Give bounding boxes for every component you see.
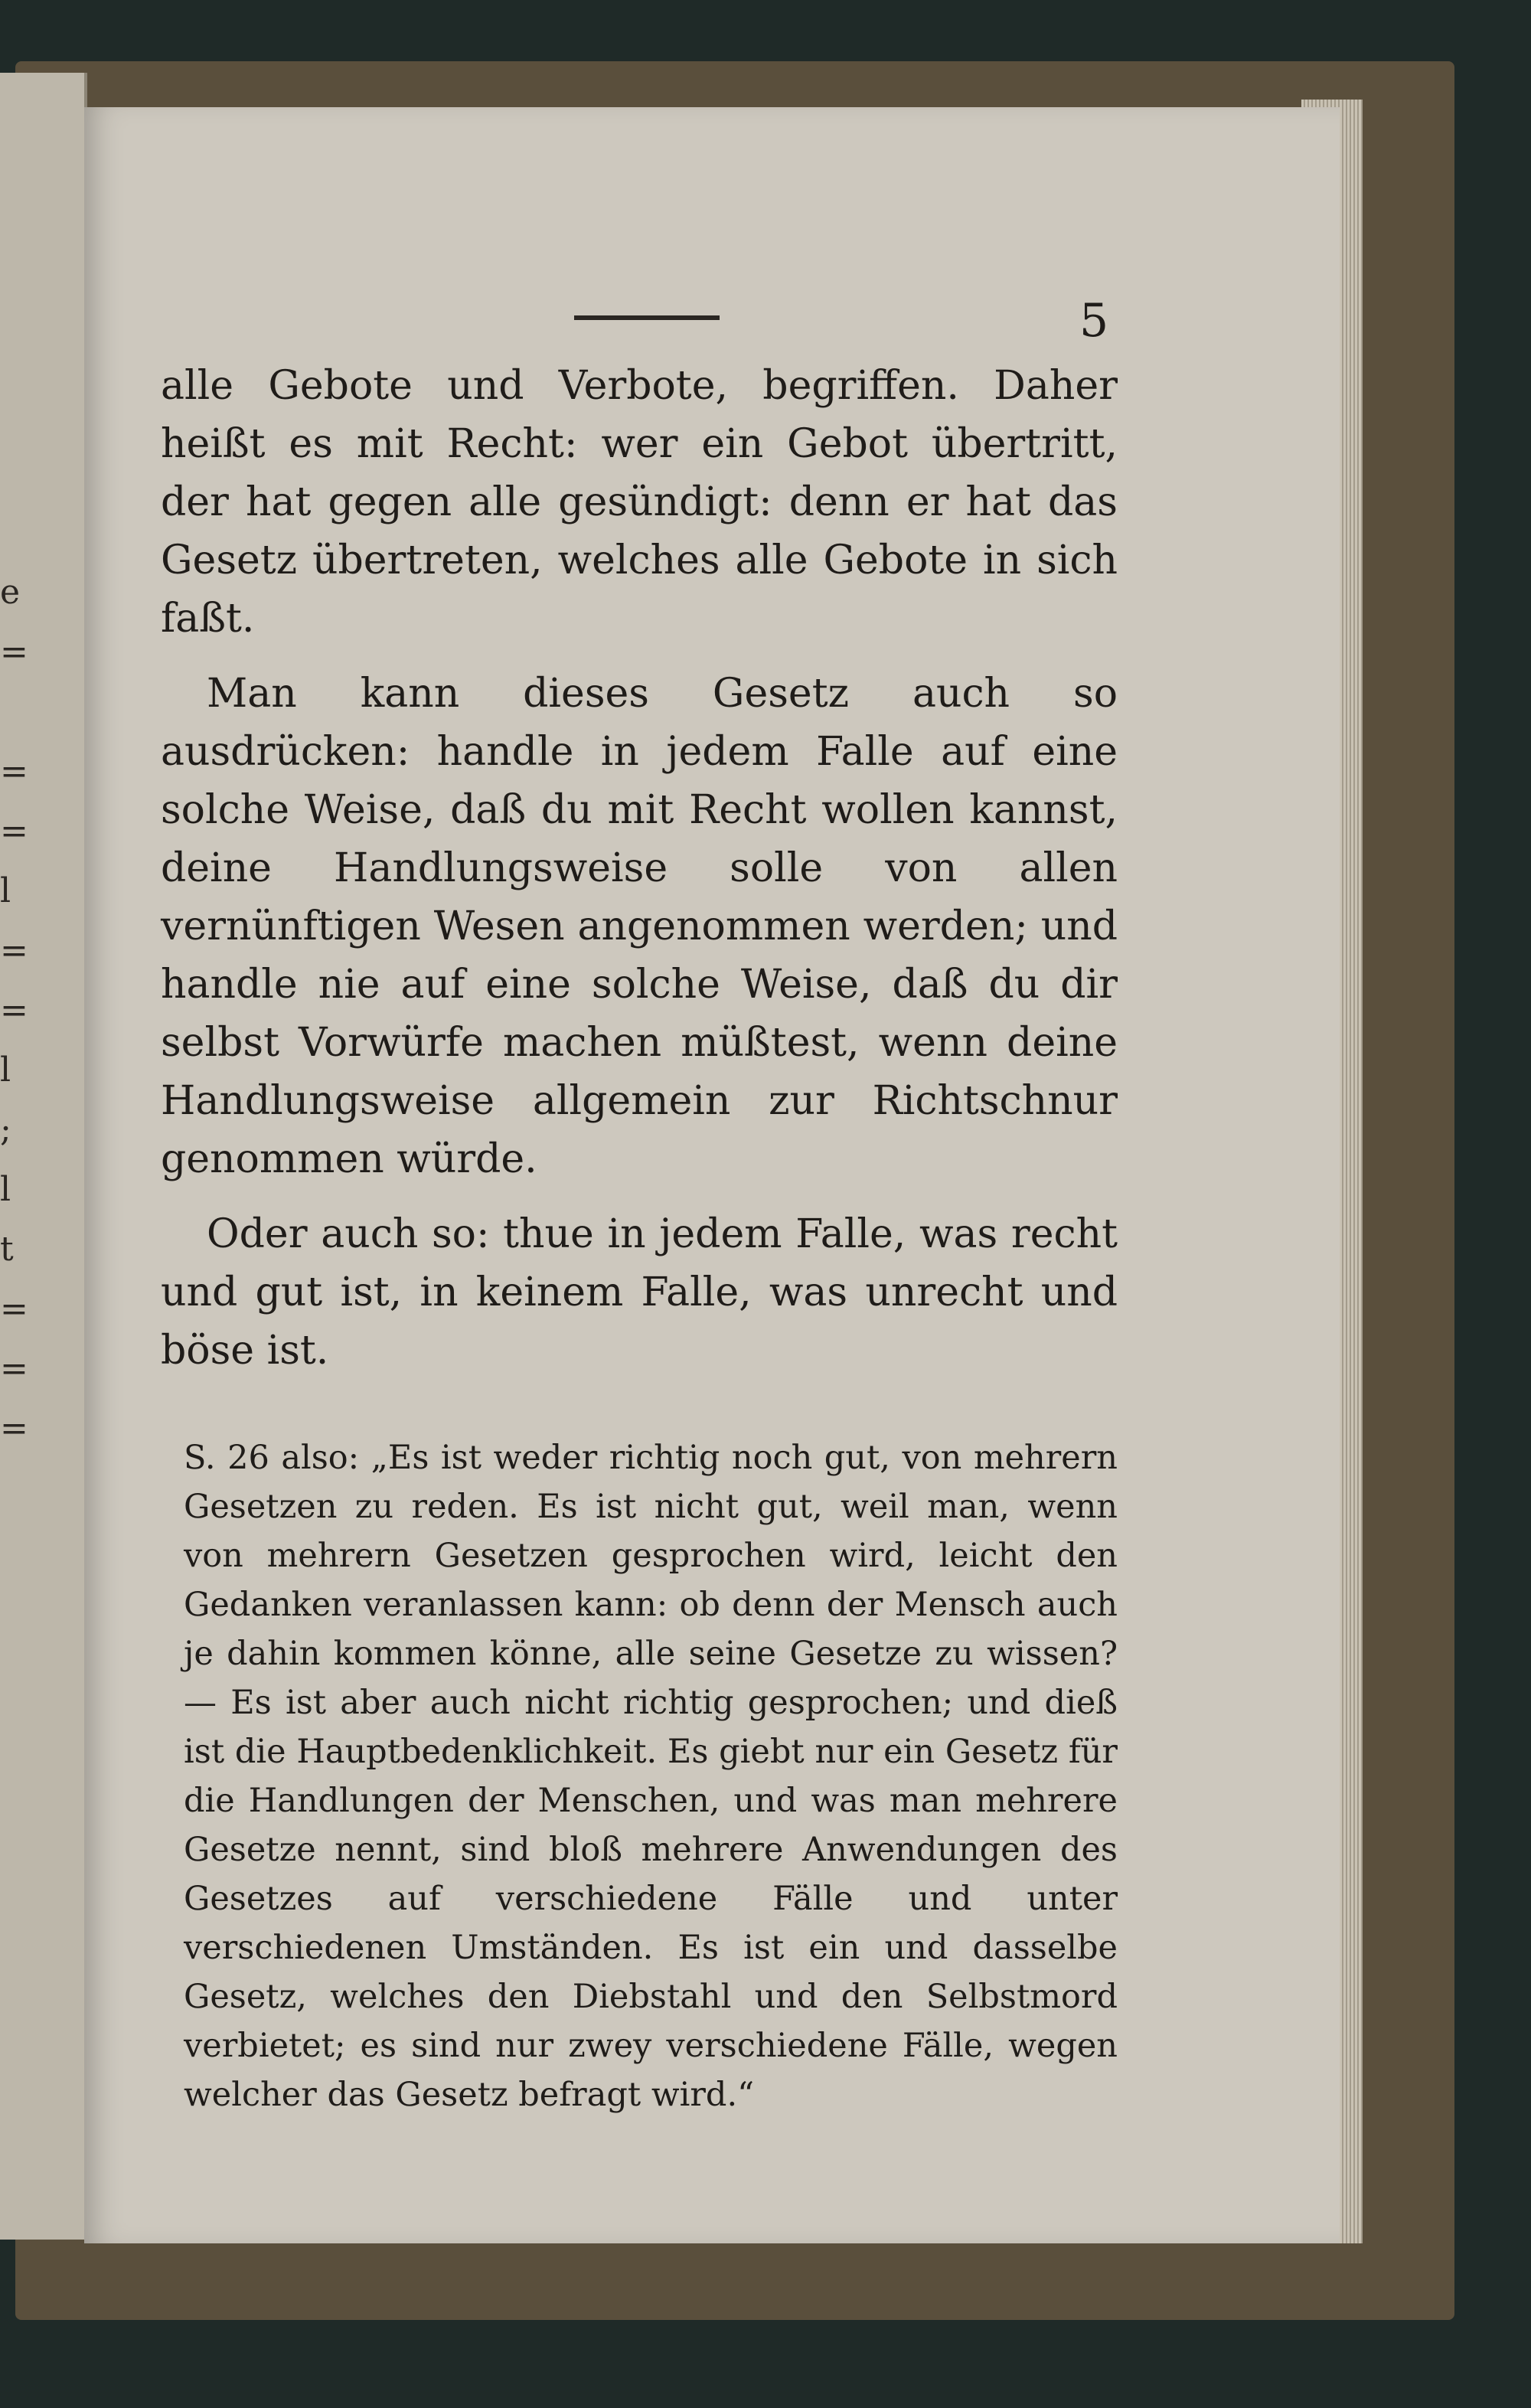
paragraph-2: Man kann dieses Gesetz auch so ausdrücken: handle in jedem Falle auf eine solche Weise, daß du mit Recht wollen kannst, deine Handlungsweise solle von allen vernünftigen Wesen angenommen werden; und handle nie auf eine solche Weise, daß du dir selbst Vorwürfe machen müßtest, wenn deine Handlungsweise allgemein zur Richtschnur genommen würde. [161,671,1118,1182]
page-number: 5 [1079,294,1109,348]
paragraph-1: alle Gebote und Verbote, begriffen. Daher heißt es mit Recht: wer ein Gebot übertritt, der hat gegen alle gesündigt: denn er hat das Gesetz übertreten, welches alle Gebote in sich faßt. [161,363,1118,642]
main-text [161,357,1118,2119]
left-page-edge [0,73,87,2240]
paragraph-3: Oder auch so: thue in jedem Falle, was recht und gut ist, in keinem Falle, was unrecht und böse ist. [161,1211,1118,1374]
left-page-margin-text: e = = = l = = l ; l t = = = [0,573,28,1448]
header-rule [574,315,720,320]
footnote: S. 26 also: „Es ist weder richtig noch gut, von mehrern Gesetzen zu reden. Es ist nicht gut, weil man, wenn von mehrern Gesetzen gesprochen wird, leicht den Gedanken veranlassen kann: ob denn der Mensch auch je dahin kommen könne, alle seine Gesetze zu wissen? — Es ist aber auch nicht richtig gesprochen; und dieß ist die Hauptbedenklichkeit. Es giebt nur ein Gesetz für die Handlungen der Menschen, und was man mehrere Gesetze nennt, sind bloß mehrere Anwendungen des Gesetzes auf verschiedene Fälle und unter verschiedenen Umständen. Es ist ein und dasselbe Gesetz, welches den Diebstahl und den Selbstmord verbietet; es sind nur zwey verschiedene Fälle, wegen welcher das Gesetz befragt wird.“ [184,1439,1118,2114]
